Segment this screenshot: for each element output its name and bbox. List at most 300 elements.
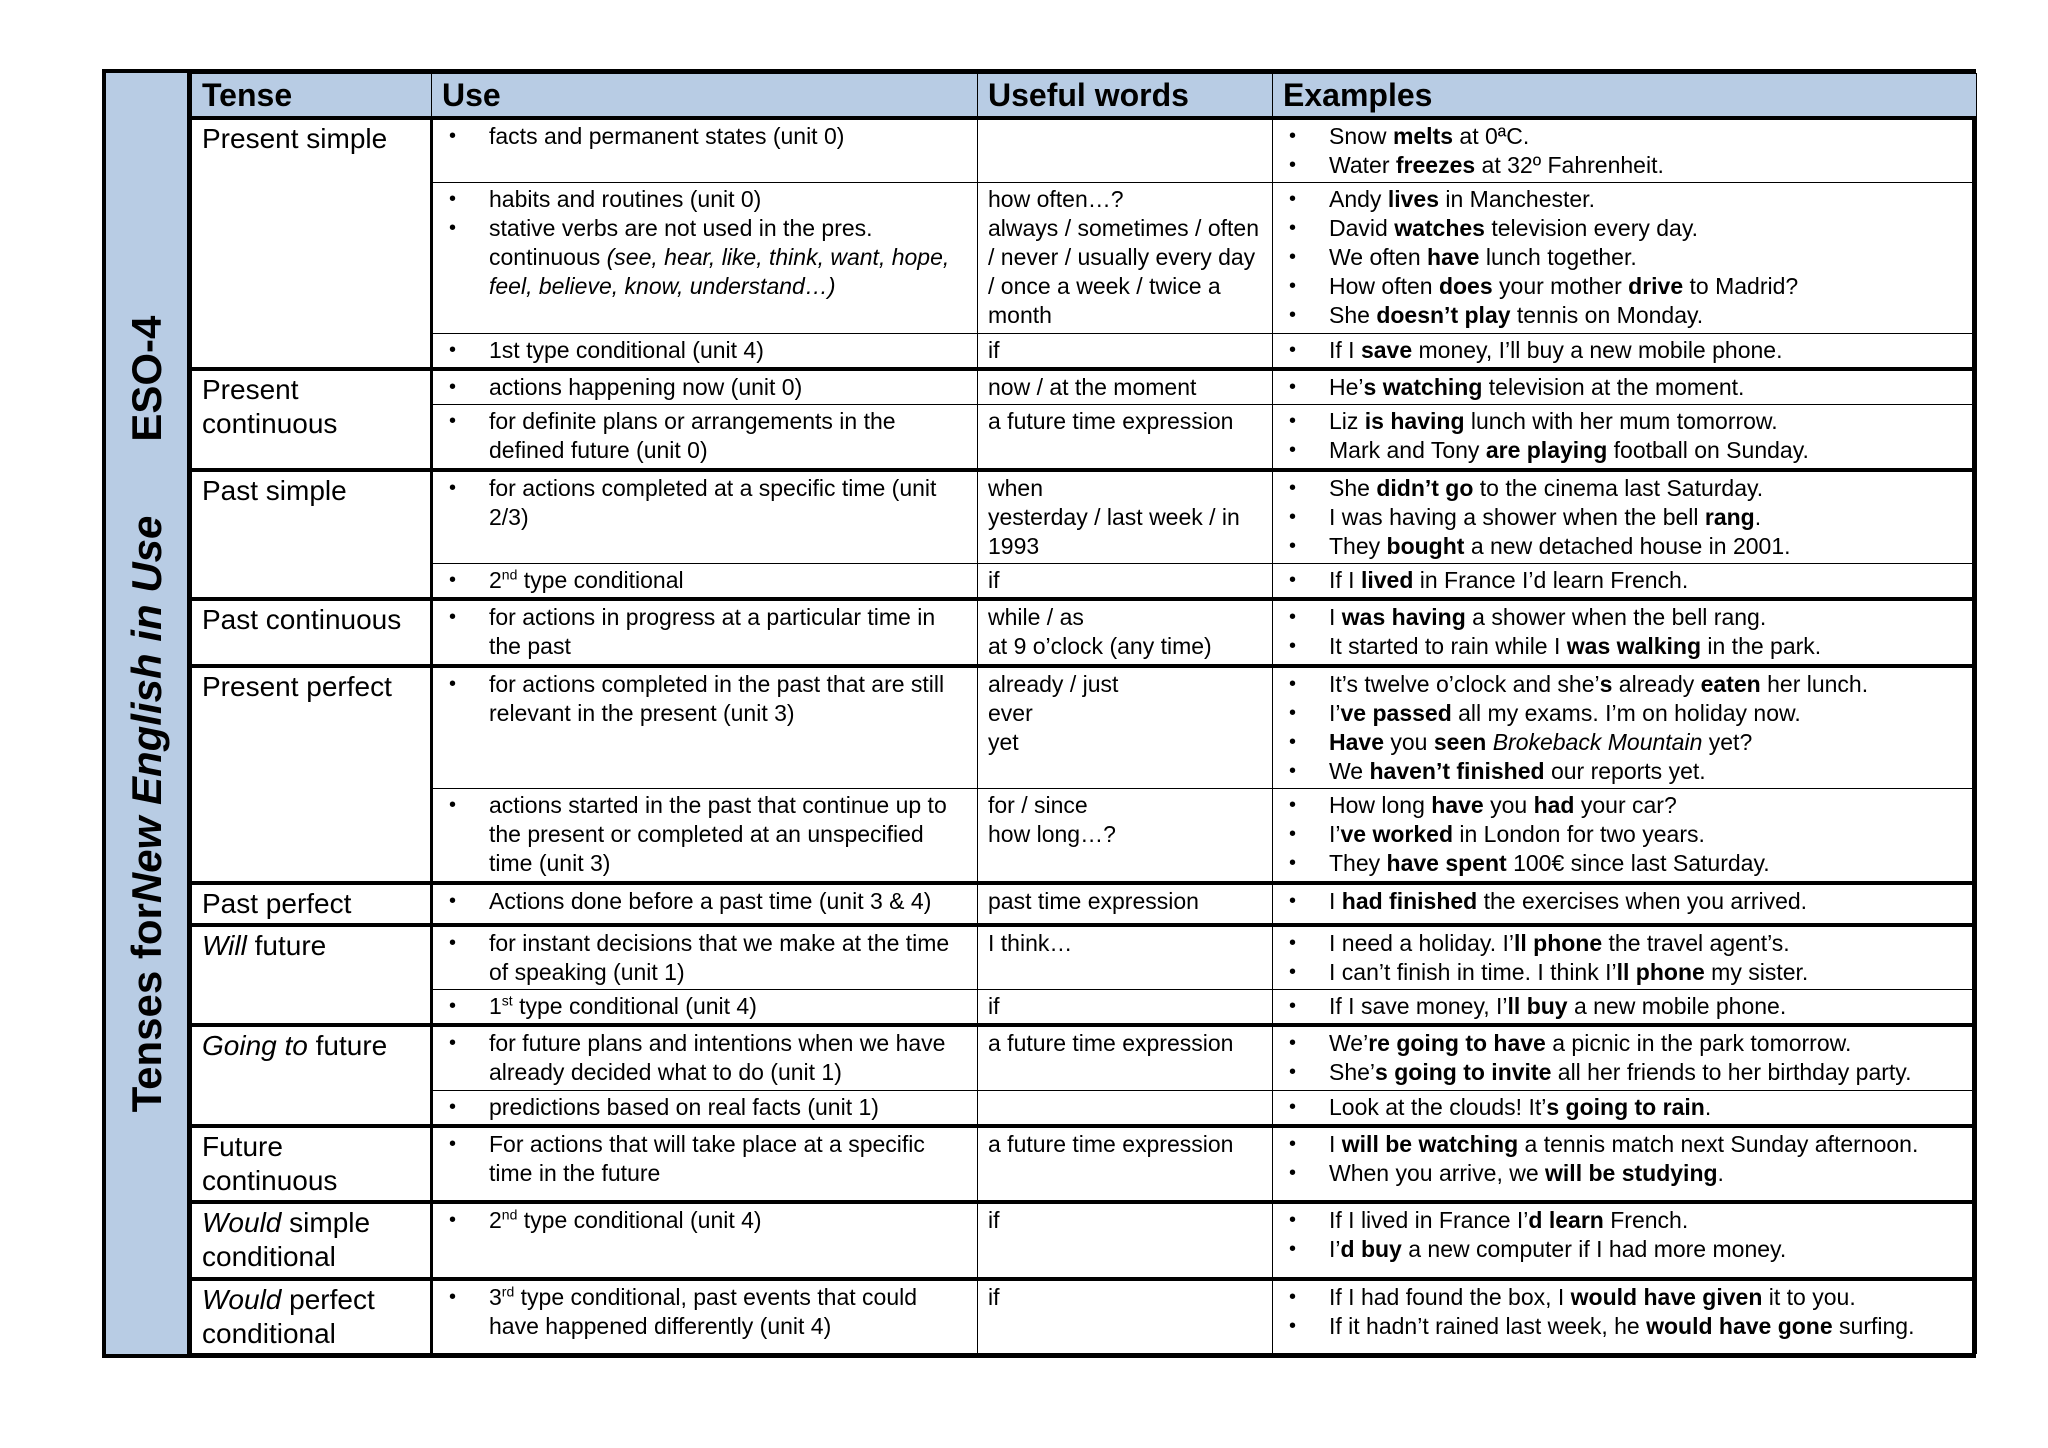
examples-cell [1273, 334, 1977, 370]
text-segment: nd [501, 1206, 518, 1223]
text-segment: freezes [1395, 152, 1476, 178]
text-segment: melts [1392, 123, 1454, 149]
use-item [489, 791, 967, 878]
tenses-chart [102, 69, 1976, 1358]
text-segment: football on Sunday. [1607, 437, 1809, 464]
text-segment: How often [1329, 273, 1439, 300]
text-segment: type conditional, past events that could have happened differently (unit 4) [489, 1283, 918, 1339]
example-item [1329, 1283, 1966, 1312]
example-item [1329, 791, 1966, 820]
text-segment: 2 [489, 1207, 502, 1234]
example-item [1329, 603, 1966, 632]
use-item [489, 336, 967, 365]
examples-cell [1273, 1126, 1977, 1202]
text-segment: the exercises when you arrived. [1477, 887, 1808, 914]
tense-name [192, 883, 432, 925]
use-item [489, 185, 967, 214]
use-item [489, 1029, 967, 1087]
text-segment: If I save money, I’ [1329, 993, 1508, 1020]
use-item [489, 929, 967, 987]
tense-row [192, 183, 1977, 334]
useful-words-cell: if [978, 334, 1273, 370]
text-segment: I [1329, 887, 1342, 914]
examples-cell [1273, 1025, 1977, 1090]
examples-cell [1273, 1279, 1977, 1354]
text-segment: in the park. [1701, 633, 1822, 660]
tense-row [192, 405, 1977, 470]
use-cell [432, 599, 978, 665]
use-item [489, 1206, 967, 1235]
text-segment: Past perfect [202, 887, 352, 919]
useful-words-cell: when yesterday / last week / in 1993 [978, 470, 1273, 564]
use-cell [432, 1025, 978, 1090]
text-segment: Have [1329, 728, 1384, 755]
text-segment: a new detached house in 2001. [1464, 532, 1791, 559]
example-item [1329, 1159, 1966, 1188]
useful-words-cell: a future time expression [978, 405, 1273, 470]
useful-words-cell: if [978, 1202, 1273, 1278]
side-title-level: ESO-4 [122, 315, 170, 442]
text-segment: type conditional (unit 4) [512, 993, 757, 1020]
example-item [1329, 1312, 1966, 1341]
examples-cell [1273, 1090, 1977, 1126]
text-segment: d buy [1340, 1236, 1402, 1263]
use-cell [432, 1279, 978, 1354]
tense-name [192, 369, 432, 469]
text-segment: I [1329, 1130, 1342, 1157]
text-segment: Past continuous [202, 604, 402, 636]
example-item [1329, 336, 1966, 365]
example-item [1329, 887, 1966, 916]
text-segment: lunch together. [1479, 244, 1637, 271]
text-segment: French. [1603, 1207, 1689, 1234]
text-segment: it to you. [1762, 1283, 1856, 1310]
text-segment: a new computer if I had more money. [1401, 1236, 1787, 1263]
text-segment: I’ [1329, 1236, 1341, 1263]
text-segment: at 0ªC. [1453, 123, 1530, 149]
tense-row [192, 1025, 1977, 1090]
useful-words-cell: a future time expression [978, 1126, 1273, 1202]
example-item [1329, 1206, 1966, 1235]
text-segment: already [1612, 670, 1701, 697]
useful-words-cell: past time expression [978, 883, 1273, 925]
useful-words-cell [978, 118, 1273, 183]
text-segment: future [307, 1030, 388, 1062]
example-item [1329, 474, 1966, 503]
text-segment: you [1383, 728, 1434, 755]
text-segment: have [1431, 792, 1484, 819]
example-item [1329, 407, 1966, 436]
text-segment: I need a holiday. I’ [1329, 929, 1514, 956]
text-segment: Liz [1329, 408, 1365, 435]
text-segment: d learn [1528, 1207, 1604, 1234]
text-segment: Present continuous [202, 374, 338, 440]
text-segment: Would [202, 1207, 282, 1239]
tense-row [192, 883, 1977, 925]
text-segment: will be watching [1341, 1130, 1519, 1157]
text-segment: I [1329, 604, 1342, 631]
text-segment: s going to rain [1546, 1093, 1705, 1120]
text-segment: It’s twelve o’clock and she’ [1329, 670, 1600, 697]
text-segment: yet? [1702, 728, 1753, 755]
use-cell [432, 1202, 978, 1278]
tense-row [192, 369, 1977, 405]
header-examples: Examples [1273, 74, 1977, 119]
text-segment: future [246, 929, 327, 961]
tense-name [192, 599, 432, 665]
text-segment: He’ [1329, 374, 1364, 401]
text-segment: your mother [1492, 273, 1629, 300]
text-segment: our reports yet. [1544, 757, 1706, 784]
examples-cell [1273, 405, 1977, 470]
tenses-table [191, 73, 1977, 1354]
text-segment: We often [1329, 244, 1428, 271]
text-segment: a tennis match next Sunday afternoon. [1518, 1130, 1919, 1157]
use-item [489, 122, 967, 151]
text-segment: They [1329, 850, 1387, 877]
use-cell [432, 334, 978, 370]
tense-row [192, 1090, 1977, 1126]
use-item [489, 566, 967, 595]
text-segment: rd [501, 1282, 515, 1299]
use-item [489, 214, 967, 301]
text-segment: s watching [1363, 374, 1483, 401]
text-segment: for instant decisions that we make at the time of speaking (unit 1) [489, 929, 950, 985]
text-segment: type conditional [517, 567, 684, 594]
header-tense: Tense [192, 74, 432, 119]
text-segment: ve passed [1340, 699, 1452, 726]
text-segment: to Madrid? [1683, 273, 1799, 300]
useful-words-cell: I think… [978, 925, 1273, 990]
use-item [489, 407, 967, 465]
text-segment: my sister. [1704, 958, 1809, 985]
examples-cell [1273, 564, 1977, 600]
tense-row [192, 470, 1977, 564]
text-segment: had [1533, 792, 1575, 819]
text-segment: (see, hear, like, think, want, hope, feel, believe, know, understand…) [489, 244, 950, 300]
tense-row [192, 599, 1977, 665]
text-segment: 2 [489, 567, 502, 594]
text-segment: Mark and Tony [1329, 437, 1486, 464]
text-segment: predictions based on real facts (unit 1) [489, 1093, 879, 1120]
use-item [489, 992, 967, 1021]
text-segment: will be studying [1545, 1159, 1718, 1186]
tense-row [192, 564, 1977, 600]
example-item [1329, 929, 1966, 958]
text-segment: Future continuous [202, 1130, 338, 1196]
text-segment: She’ [1329, 1059, 1376, 1086]
example-item [1329, 1093, 1966, 1122]
text-segment: for definite plans or arrangements in the defined future (unit 0) [489, 408, 896, 464]
text-segment: would have given [1570, 1283, 1763, 1310]
text-segment: lives [1387, 186, 1439, 213]
example-item [1329, 436, 1966, 465]
tense-row [192, 925, 1977, 990]
text-segment: s [1599, 670, 1613, 697]
use-item [489, 1093, 967, 1122]
text-segment: Snow [1329, 123, 1393, 149]
text-segment: If it hadn’t rained last week, he [1329, 1312, 1647, 1339]
header-use: Use [432, 74, 978, 119]
use-cell [432, 990, 978, 1026]
text-segment: Past simple [202, 474, 347, 506]
text-segment: to the cinema last Saturday. [1473, 474, 1764, 501]
text-segment: in Manchester. [1438, 186, 1595, 213]
example-item [1329, 1235, 1966, 1264]
text-segment: lived [1360, 567, 1414, 594]
example-item [1329, 566, 1966, 595]
examples-cell [1273, 369, 1977, 405]
text-segment: habits and routines (unit 0) [489, 186, 762, 213]
text-segment: does [1438, 273, 1493, 300]
tense-row [192, 1279, 1977, 1354]
text-segment: . [1704, 1093, 1712, 1120]
useful-words-cell: while / as at 9 o’clock (any time) [978, 599, 1273, 665]
use-cell [432, 883, 978, 925]
example-item [1329, 992, 1966, 1021]
text-segment: have spent [1386, 850, 1507, 877]
text-segment: 1 [489, 993, 502, 1020]
tense-name [192, 1202, 432, 1278]
text-segment: a picnic in the park tomorrow. [1545, 1030, 1852, 1057]
use-cell [432, 666, 978, 789]
text-segment: television at the moment. [1482, 374, 1745, 401]
text-segment: actions happening now (unit 0) [489, 374, 803, 401]
text-segment: type conditional (unit 4) [517, 1207, 762, 1234]
text-segment: would have gone [1646, 1312, 1833, 1339]
text-segment: If I had found the box, I [1329, 1283, 1571, 1310]
example-item [1329, 728, 1966, 757]
useful-words-cell: how often…? always / sometimes / often / never / usually every day / once a week / twice a month [978, 183, 1273, 334]
text-segment: 3 [489, 1283, 502, 1310]
example-item [1329, 243, 1966, 272]
text-segment: perfect conditional [202, 1283, 375, 1349]
text-segment: 1st type conditional (unit 4) [489, 337, 764, 364]
example-item [1329, 272, 1966, 301]
text-segment: They [1329, 532, 1387, 559]
text-segment: had finished [1341, 887, 1478, 914]
text-segment: for actions completed at a specific time (unit 2/3) [489, 474, 937, 530]
text-segment: When you arrive, we [1329, 1159, 1546, 1186]
side-title [123, 315, 171, 1112]
example-item [1329, 632, 1966, 661]
text-segment: ve worked [1340, 821, 1453, 848]
examples-cell [1273, 183, 1977, 334]
useful-words-cell: if [978, 1279, 1273, 1354]
useful-words-cell: for / since how long…? [978, 789, 1273, 883]
text-segment: nd [501, 566, 518, 583]
text-segment: If I lived in France I’ [1329, 1207, 1529, 1234]
examples-cell [1273, 470, 1977, 564]
header-row [192, 74, 1977, 119]
text-segment: stative verbs are not used in the pres. continuous [489, 215, 873, 271]
text-segment: Actions done before a past time (unit 3 & 4) [489, 887, 932, 914]
text-segment: I’ [1329, 699, 1341, 726]
text-segment: all her friends to her birthday party. [1551, 1059, 1912, 1086]
use-item [489, 1130, 967, 1188]
text-segment: facts and permanent states (unit 0) [489, 123, 845, 149]
tense-name [192, 1025, 432, 1125]
text-segment: a new mobile phone. [1567, 993, 1787, 1020]
tense-name [192, 1126, 432, 1202]
text-segment: your car? [1574, 792, 1677, 819]
example-item [1329, 1058, 1966, 1087]
text-segment: tennis on Monday. [1510, 302, 1704, 329]
text-segment: surfing. [1832, 1312, 1915, 1339]
use-cell [432, 1126, 978, 1202]
tense-name [192, 118, 432, 369]
text-segment: ll phone [1513, 929, 1603, 956]
useful-words-cell: a future time expression [978, 1025, 1273, 1090]
text-segment: have [1427, 244, 1480, 271]
example-item [1329, 122, 1966, 151]
use-cell [432, 405, 978, 470]
text-segment: rang [1704, 503, 1755, 530]
side-title-prefix: Tenses for [122, 902, 170, 1112]
example-item [1329, 373, 1966, 402]
text-segment: . [1717, 1159, 1724, 1186]
text-segment: at 32º Fahrenheit. [1475, 152, 1664, 178]
text-segment: s going to invite [1375, 1059, 1552, 1086]
text-segment: was walking [1566, 633, 1701, 660]
use-cell [432, 118, 978, 183]
example-item [1329, 1029, 1966, 1058]
example-item [1329, 670, 1966, 699]
text-segment: drive [1628, 273, 1684, 300]
useful-words-cell: if [978, 564, 1273, 600]
example-item [1329, 849, 1966, 878]
text-segment: 100€ since last Saturday. [1506, 850, 1770, 877]
text-segment: for future plans and intentions when we have already decided what to do (unit 1) [489, 1030, 946, 1086]
example-item [1329, 958, 1966, 987]
use-cell [432, 1090, 978, 1126]
text-segment: Present perfect [202, 670, 392, 702]
text-segment: save [1360, 337, 1413, 364]
examples-cell [1273, 599, 1977, 665]
tense-row [192, 990, 1977, 1026]
examples-cell [1273, 118, 1977, 183]
text-segment: Would [202, 1283, 282, 1315]
tense-row [192, 1126, 1977, 1202]
useful-words-cell: if [978, 990, 1273, 1026]
text-segment: didn’t go [1376, 474, 1474, 501]
use-item [489, 603, 967, 661]
examples-cell [1273, 666, 1977, 789]
side-title-book: New English in Use [122, 515, 170, 903]
text-segment: ll phone [1616, 958, 1705, 985]
tense-row [192, 334, 1977, 370]
example-item [1329, 185, 1966, 214]
text-segment: David [1329, 215, 1395, 242]
examples-cell [1273, 990, 1977, 1026]
tense-row [192, 118, 1977, 183]
text-segment: a shower when the bell rang. [1465, 604, 1767, 631]
text-segment: Andy [1329, 186, 1388, 213]
text-segment: simple conditional [202, 1207, 371, 1273]
use-cell [432, 183, 978, 334]
example-item [1329, 757, 1966, 786]
text-segment: eaten [1700, 670, 1761, 697]
text-segment: in London for two years. [1453, 821, 1705, 848]
example-item [1329, 503, 1966, 532]
example-item [1329, 214, 1966, 243]
text-segment: st [501, 992, 513, 1009]
examples-cell [1273, 789, 1977, 883]
use-item [489, 474, 967, 532]
text-segment: for actions completed in the past that are still relevant in the present (unit 3) [489, 670, 945, 726]
text-segment: is having [1364, 408, 1465, 435]
examples-cell [1273, 883, 1977, 925]
text-segment: I can’t finish in time. I think I’ [1329, 958, 1617, 985]
text-segment: She [1329, 474, 1377, 501]
use-cell [432, 470, 978, 564]
text-segment: I’ [1329, 821, 1341, 848]
use-item [489, 887, 967, 916]
useful-words-cell [978, 1090, 1273, 1126]
text-segment: . [1754, 503, 1762, 530]
text-segment: actions started in the past that continue up to the present or completed at an unspecified time (unit 3) [489, 792, 947, 877]
text-segment: We [1329, 757, 1370, 784]
text-segment: lunch with her mum tomorrow. [1464, 408, 1778, 435]
text-segment: We’ [1329, 1030, 1369, 1057]
text-segment: re going to have [1368, 1030, 1546, 1057]
tense-name [192, 666, 432, 883]
text-segment: If I [1329, 337, 1361, 364]
text-segment: are playing [1485, 437, 1608, 464]
useful-words-cell: now / at the moment [978, 369, 1273, 405]
text-segment: was having [1341, 604, 1466, 631]
useful-words-cell: already / just ever yet [978, 666, 1273, 789]
tense-row [192, 1202, 1977, 1278]
text-segment: I was having a shower when the bell [1329, 503, 1705, 530]
text-segment: seen [1433, 728, 1487, 755]
text-segment: How long [1329, 792, 1432, 819]
tense-name [192, 925, 432, 1025]
header-useful-words: Useful words [978, 74, 1273, 119]
example-item [1329, 699, 1966, 728]
use-item [489, 373, 967, 402]
example-item [1329, 820, 1966, 849]
text-segment: all my exams. I’m on holiday now. [1451, 699, 1801, 726]
text-segment: in France I’d learn French. [1413, 567, 1689, 594]
use-cell [432, 369, 978, 405]
use-cell [432, 789, 978, 883]
tense-name [192, 470, 432, 600]
text-segment: She [1329, 302, 1377, 329]
text-segment: Present simple [202, 123, 388, 154]
tense-row [192, 666, 1977, 789]
example-item [1329, 151, 1966, 180]
use-item [489, 1283, 967, 1341]
tense-name [192, 1279, 432, 1354]
text-segment: Look at the clouds! It’ [1329, 1093, 1547, 1120]
text-segment: bought [1386, 532, 1465, 559]
text-segment: ll buy [1507, 993, 1568, 1020]
example-item [1329, 1130, 1966, 1159]
tense-row [192, 789, 1977, 883]
text-segment: money, I’ll buy a new mobile phone. [1412, 337, 1783, 364]
examples-cell [1273, 1202, 1977, 1278]
text-segment: Going to [202, 1030, 308, 1062]
text-segment: television every day. [1484, 215, 1699, 242]
text-segment: If I [1329, 567, 1361, 594]
text-segment: watches [1394, 215, 1485, 242]
use-cell [432, 564, 978, 600]
text-segment: for actions in progress at a particular time in the past [489, 604, 936, 660]
use-item [489, 670, 967, 728]
text-segment: Will [202, 929, 247, 961]
text-segment: Brokeback Mountain [1492, 728, 1703, 755]
